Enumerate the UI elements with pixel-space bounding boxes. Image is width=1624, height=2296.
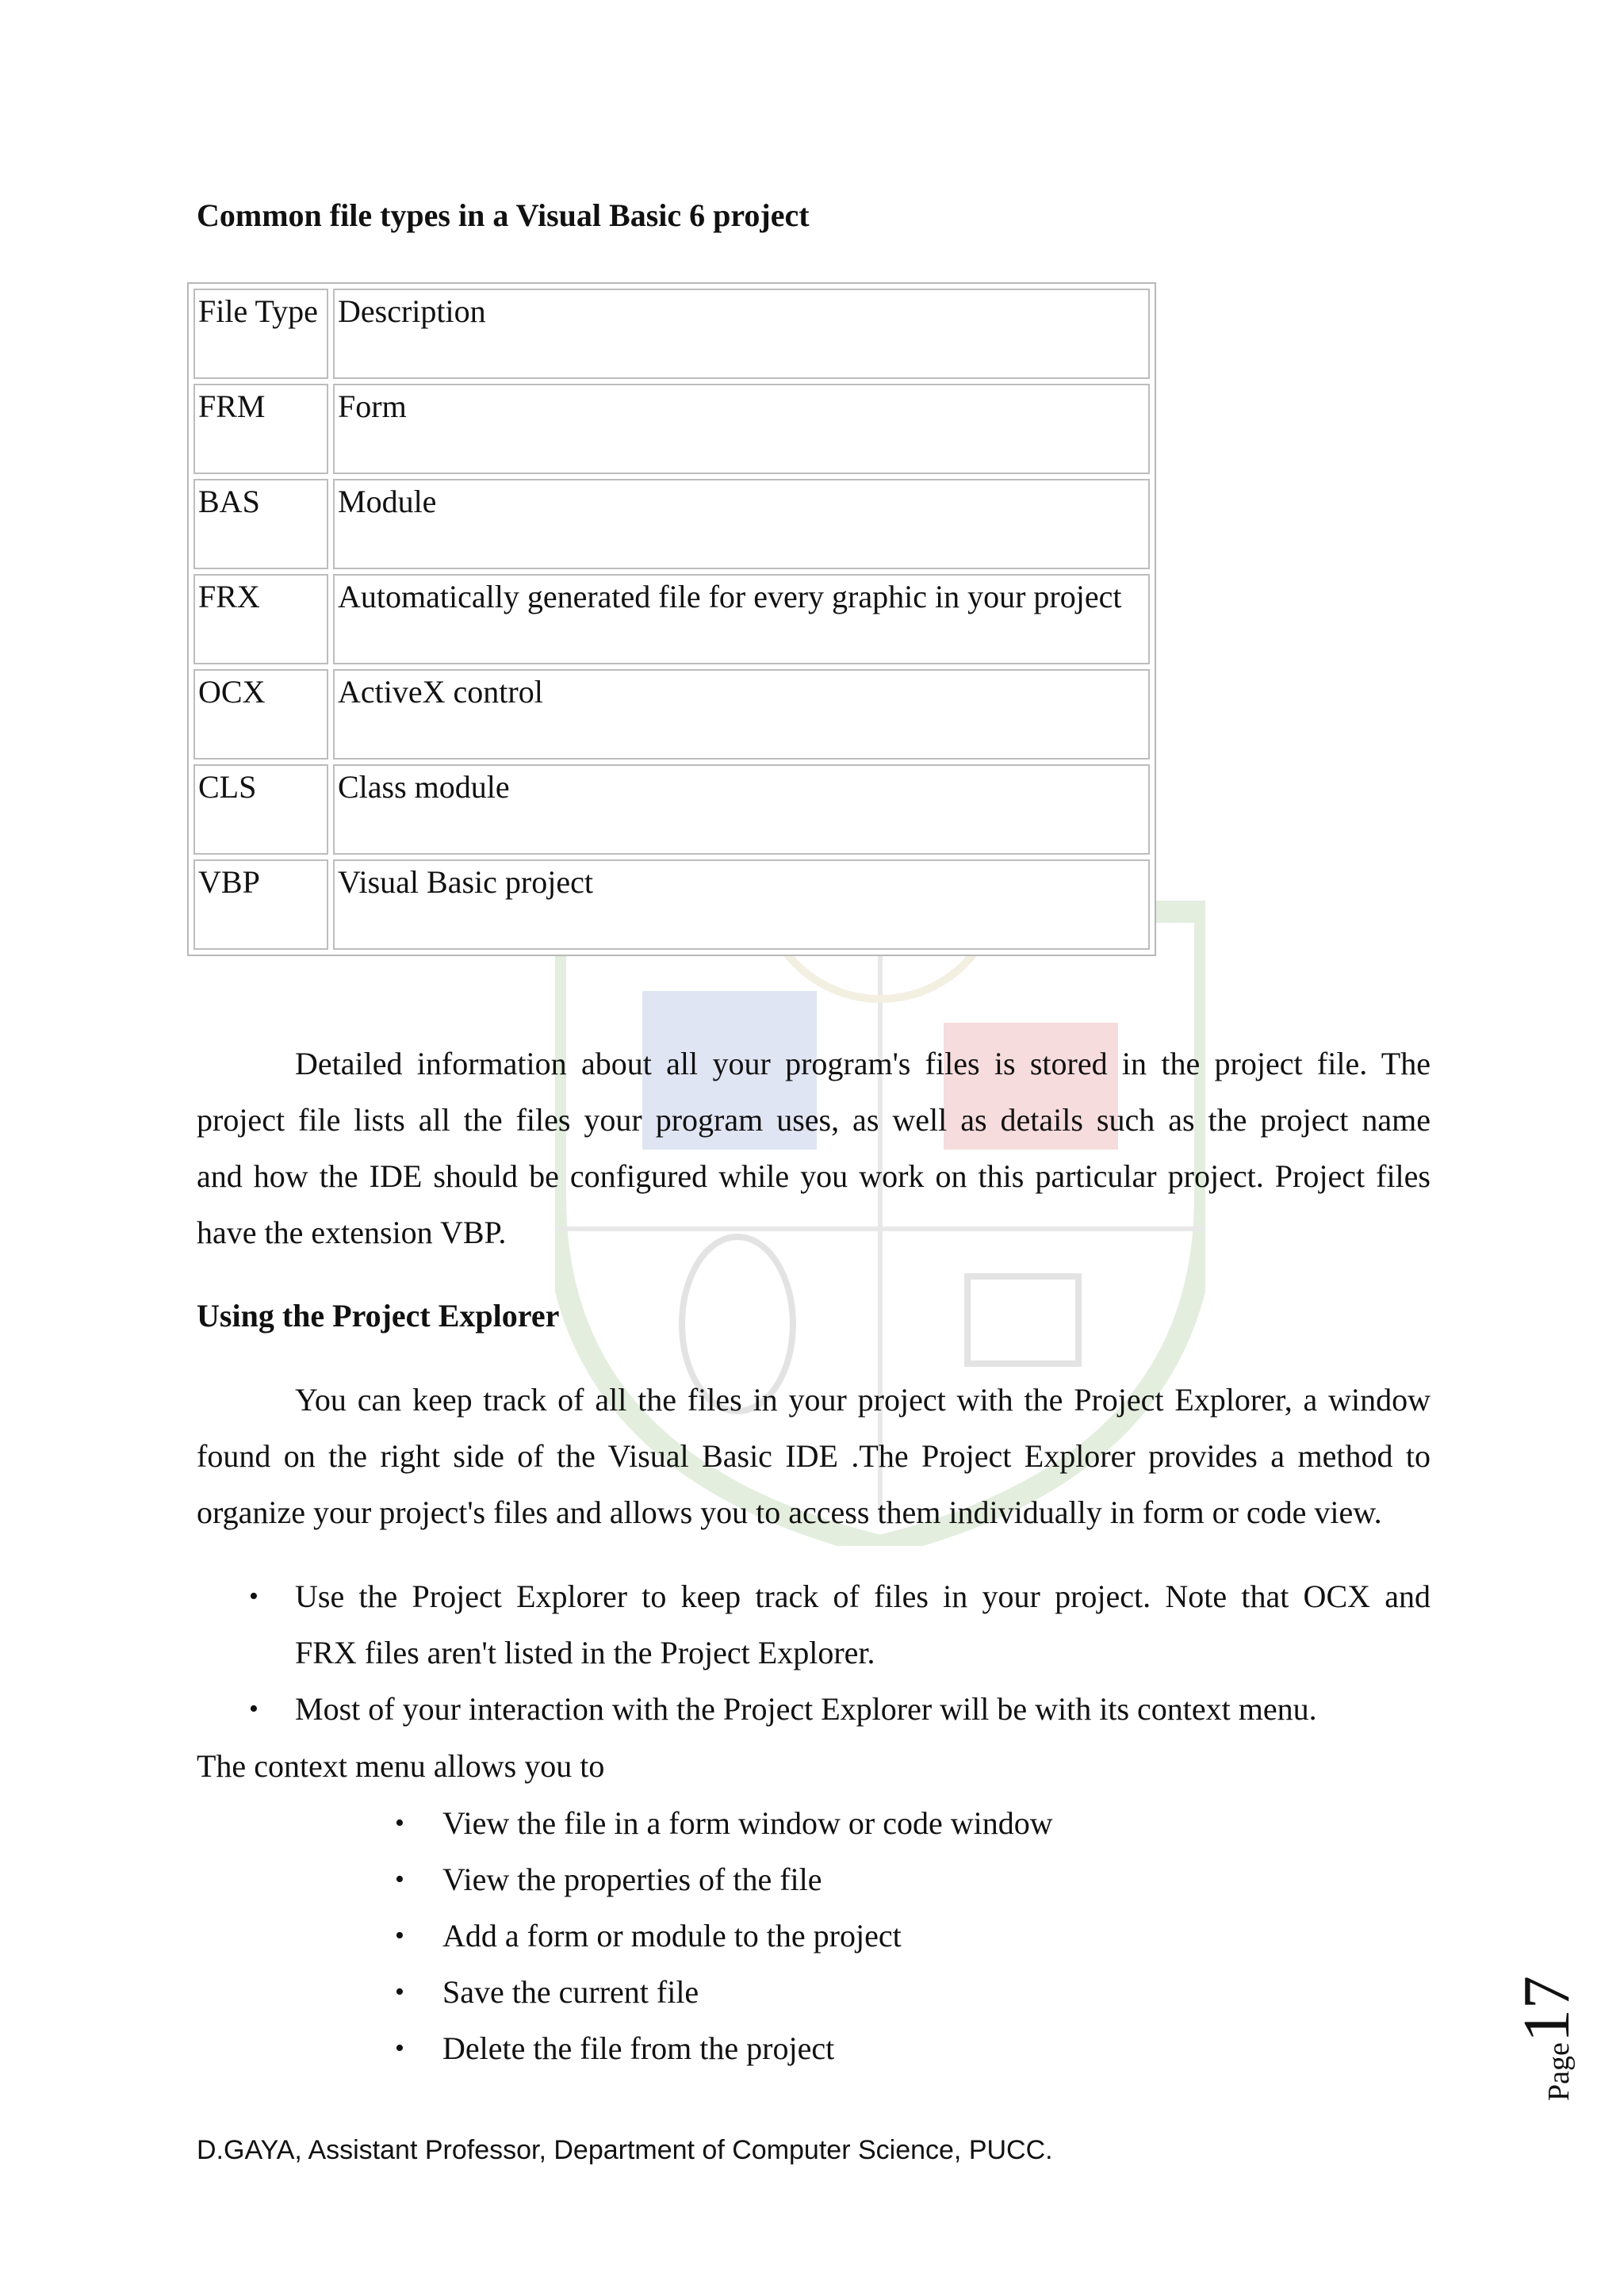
description-cell: Visual Basic project (333, 859, 1150, 950)
page-number (1508, 1966, 1584, 2101)
table-row (193, 574, 1150, 664)
bullet-line: • Use the Project Explorer to keep track of files in your project. Note that OCX and (295, 1578, 1431, 1614)
description-cell: ActiveX control (333, 669, 1150, 760)
paragraph-line: project file lists all the files your program uses, as well as details such as the project name (197, 1102, 1431, 1138)
list-item: • View the properties of the file (442, 1851, 1053, 1908)
context-menu-intro: The context menu allows you to (197, 1748, 605, 1784)
explorer-bullet-list (295, 1568, 1431, 1737)
description-cell: Class module (333, 764, 1150, 855)
file-type-cell: CLS (193, 764, 328, 855)
paragraph-line: and how the IDE should be configured while you work on this particular project. Project files (197, 1158, 1431, 1194)
explorer-heading: Using the Project Explorer (197, 1298, 560, 1334)
table-row (193, 384, 1150, 474)
list-item (295, 1568, 1431, 1681)
paragraph-line: You can keep track of all the files in your project with the Project Explorer, a window (295, 1382, 1431, 1418)
table-header-row (193, 289, 1150, 379)
list-item (295, 1681, 1431, 1737)
list-item: • View the file in a form window or code window (442, 1795, 1053, 1851)
bullet-line: Most of your interaction with the Project Explorer will be with its context menu. (295, 1691, 1317, 1727)
context-menu-list (442, 1795, 1053, 2076)
paragraph-line: organize your project's files and allows you to access them individually in form or code view. (197, 1494, 1382, 1530)
paragraph-line: found on the right side of the Visual Basic IDE .The Project Explorer provides a method to (197, 1438, 1431, 1474)
footer-author: D.GAYA, Assistant Professor, Department of Computer Science, PUCC. (197, 2135, 1053, 2165)
table-row (193, 859, 1150, 950)
list-item: • Delete the file from the project (442, 2020, 1053, 2076)
paragraph-line: Detailed information about all your program's files is stored in the project file. The (295, 1046, 1431, 1081)
page-number-value: 17 (1510, 1976, 1584, 2043)
table-row (193, 669, 1150, 760)
description-cell: Automatically generated file for every graphic in your project (333, 574, 1150, 664)
project-explorer-paragraph (197, 1372, 1431, 1540)
file-type-cell: VBP (193, 859, 328, 950)
table-heading: Common file types in a Visual Basic 6 project (197, 197, 810, 233)
header-description: Description (333, 289, 1150, 379)
header-file-type: File Type (193, 289, 328, 379)
paragraph-line: have the extension VBP. (197, 1215, 507, 1250)
file-type-cell: FRX (193, 574, 328, 664)
description-cell: Module (333, 479, 1150, 569)
file-type-cell: FRM (193, 384, 328, 474)
list-item: • Save the current file (442, 1964, 1053, 2020)
table-row (193, 479, 1150, 569)
bullet-line: FRX files aren't listed in the Project Explorer. (295, 1635, 875, 1670)
file-type-cell: BAS (193, 479, 328, 569)
description-cell: Form (333, 384, 1150, 474)
file-type-cell: OCX (193, 669, 328, 760)
table-row (193, 764, 1150, 855)
project-file-paragraph (197, 1035, 1431, 1261)
list-item: • Add a form or module to the project (442, 1908, 1053, 1964)
file-type-table (187, 282, 1156, 956)
page-word: Page (1542, 2042, 1576, 2101)
